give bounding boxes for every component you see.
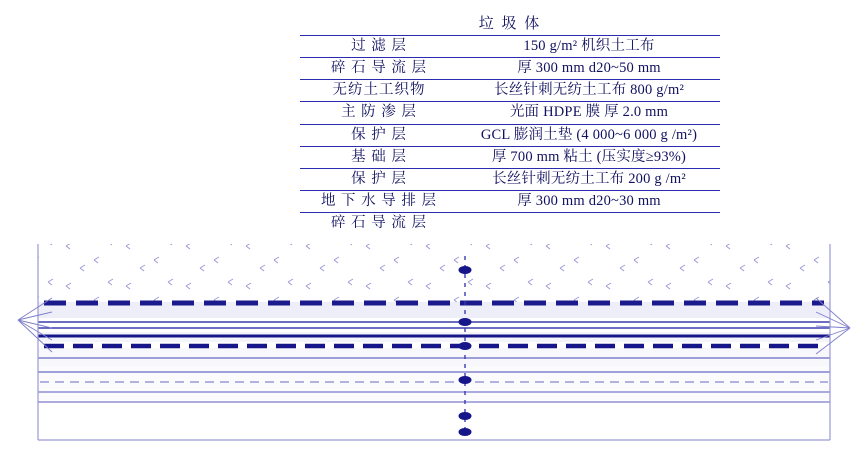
table-row — [300, 36, 720, 58]
layer-value: 光面 HDPE 膜 厚 2.0 mm — [458, 102, 720, 124]
table-row — [300, 146, 720, 168]
table-row — [300, 190, 720, 212]
layer-value: 长丝针刺无纺土工布 800 g/m² — [458, 80, 720, 102]
layer-value: GCL 膨润土垫 (4 000~6 000 g /m²) — [458, 124, 720, 146]
layer-value: 长丝针刺无纺土工布 200 g /m² — [458, 168, 720, 190]
table-row — [300, 58, 720, 80]
layer-label: 保 护 层 — [300, 124, 458, 146]
table-row — [300, 80, 720, 102]
layer-value: 厚 700 mm 粘土 (压实度≥93%) — [458, 146, 720, 168]
table-row — [300, 124, 720, 146]
table-row — [300, 168, 720, 190]
layer-value: 厚 300 mm d20~30 mm — [458, 190, 720, 212]
layer-label: 保 护 层 — [300, 168, 458, 190]
layer-table — [300, 35, 720, 234]
tail-layer-value — [458, 213, 720, 235]
layer-label: 基 础 层 — [300, 146, 458, 168]
layer-label: 地 下 水 导 排 层 — [300, 190, 458, 212]
layer-value: 厚 300 mm d20~50 mm — [458, 58, 720, 80]
section-strata — [38, 302, 830, 400]
layer-label: 无纺土工织物 — [300, 80, 458, 102]
cross-section-drawing — [0, 236, 868, 455]
legend-title: 垃 圾 体 — [478, 16, 542, 32]
layer-label: 碎 石 导 流 层 — [300, 58, 458, 80]
table-row — [300, 213, 720, 235]
layer-label: 过 滤 层 — [300, 36, 458, 58]
layer-label: 主 防 渗 层 — [300, 102, 458, 124]
table-row — [300, 102, 720, 124]
layer-legend — [300, 12, 720, 234]
waste-body-fill — [38, 244, 830, 302]
layer-value: 150 g/m² 机织土工布 — [458, 36, 720, 58]
tail-layer-label: 碎 石 导 流 层 — [300, 213, 458, 235]
